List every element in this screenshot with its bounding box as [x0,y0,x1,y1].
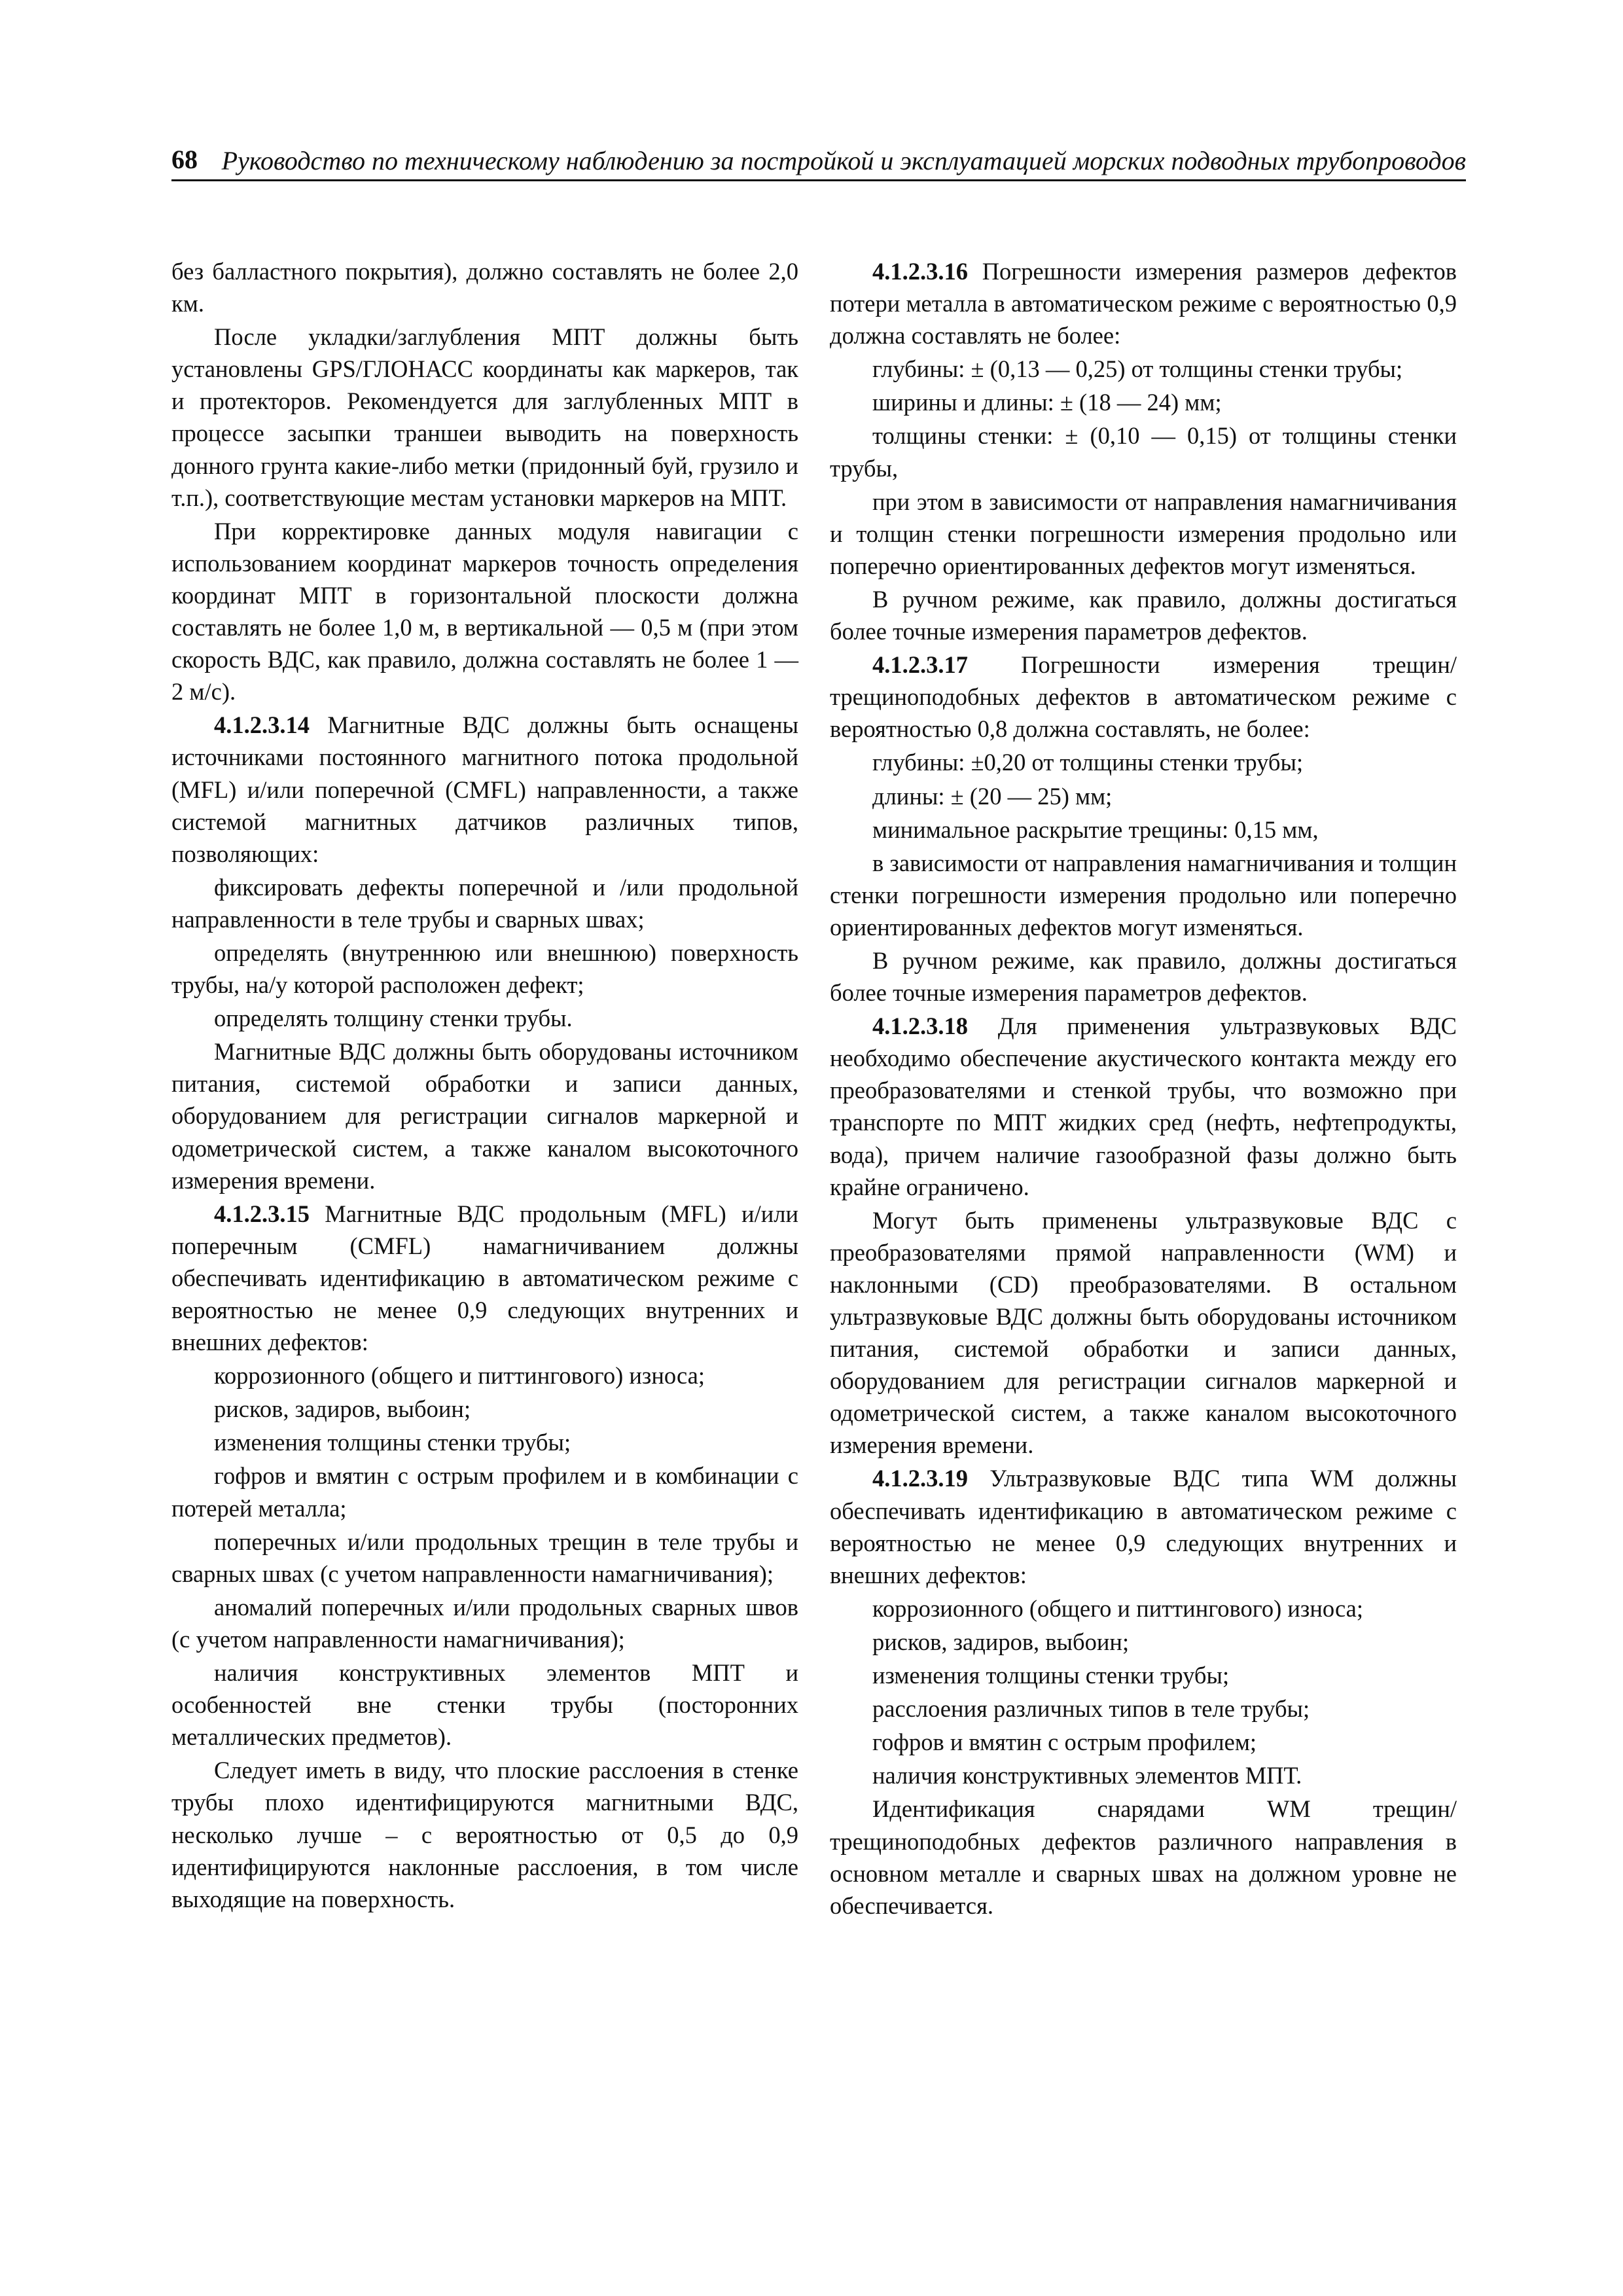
list-item: длины: ± (20 — 25) мм; [872,782,1113,810]
list-item: толщины стенки: ± (0,10 — 0,15) от толщины стенки трубы, [830,422,1457,482]
list-item: гофров и вмятин с острым профилем и в комбинации с потерей металла; [171,1462,798,1522]
section-number: 4.1.2.3.15 [214,1200,310,1227]
section-text: Погрешности измерения размеров дефектов потери металла в автоматическом режиме с вероятностью 0,9 должна составлять не более: [830,258,1457,350]
section-number: 4.1.2.3.14 [214,711,310,739]
section-number: 4.1.2.3.16 [872,258,968,285]
section-4-1-2-3-15 [171,1198,798,1358]
list-item: определять толщину стенки трубы. [214,1005,573,1032]
page-number: 68 [171,145,198,174]
section-number: 4.1.2.3.17 [872,651,968,679]
section-4-1-2-3-17 [830,649,1457,745]
list-item: поперечных и/или продольных трещин в теле трубы и сварных швах (с учетом направленности намагничивания); [171,1528,798,1587]
list-item: минимальное раскрытие трещины: 0,15 мм, [872,816,1319,843]
section-text: Магнитные ВДС продольным (MFL) и/или поперечным (CMFL) намагничиванием должны обеспечивать идентификацию в автоматическом режиме с вероятностью не менее 0,9 следующих внутренних и внешних дефектов: [171,1200,798,1356]
section-text: Для применения ультразвуковых ВДС необходимо обеспечение акустического контакта между его преобразователями и стенкой трубы, что возможно при транспорте по МПТ жидких сред (нефть, нефтепродукты, вода), причем наличие газообразной фазы должно быть крайне ограничено. [830,1013,1457,1200]
list-item: рисков, задиров, выбоин; [214,1395,471,1423]
list-item: коррозионного (общего и питтингового) износа; [214,1362,705,1390]
list-item: рисков, задиров, выбоин; [872,1628,1130,1655]
section-4-1-2-3-14 [171,709,798,869]
list-item: изменения толщины стенки трубы; [872,1662,1230,1689]
running-title: Руководство по техническому наблюдению за постройкой и эксплуатацией морских подводных трубопроводов [221,146,1466,175]
paragraph: без балластного покрытия), должно составлять не более 2,0 км. [171,258,798,317]
list-item: глубины: ± (0,13 — 0,25) от толщины стенки трубы; [872,355,1403,383]
list-item: аномалий поперечных и/или продольных сварных швов (с учетом направленности намагничивания); [171,1593,798,1653]
paragraph: Идентификация снарядами WM трещин/трещиноподобных дефектов различного направления в основном металле и сварных швах на должном уровне не обеспечивается. [830,1795,1457,1919]
list-item: коррозионного (общего и питтингового) износа; [872,1594,1364,1622]
section-4-1-2-3-16 [830,255,1457,351]
paragraph: Могут быть применены ультразвуковые ВДС с преобразователями прямой направленности (WM) и наклонными (CD) преобразователями. В остальном ультразвуковые ВДС должны быть оборудованы источником питания, системой обработки и записи данных, оборудованием для регистрации сигналов маркерной и одометрической систем, а также каналом высокоточного измерения времени. [830,1206,1457,1459]
paragraph: При корректировке данных модуля навигации с использованием координат маркеров точность определения координат МПТ в горизонтальной плоскости должна составлять не более 1,0 м, в вертикальной — 0,5 м (при этом скорость ВДС, как правило, должна составлять не более 1 — 2 м/с). [171,517,798,706]
list-item: гофров и вмятин с острым профилем; [872,1729,1257,1756]
list-item: изменения толщины стенки трубы; [214,1429,571,1456]
section-text: Магнитные ВДС должны быть оснащены источниками постоянного магнитного потока продольной (MFL) и/или поперечной (CMFL) направленности, а также системой магнитных датчиков различных типов, позволяющих: [171,711,798,867]
paragraph: В ручном режиме, как правило, должны достигаться более точные измерения параметров дефектов. [830,585,1457,645]
paragraph: Следует иметь в виду, что плоские расслоения в стенке трубы плохо идентифицируются магнитными ВДС, несколько лучше – с вероятностью от 0,5 до 0,9 идентифицируются наклонные расслоения, в том числе выходящие на поверхность. [171,1757,798,1912]
paragraph: при этом в зависимости от направления намагничивания и толщин стенки погрешности измерения продольно или поперечно ориентированных дефектов могут изменяться. [830,488,1457,579]
section-number: 4.1.2.3.19 [872,1465,968,1492]
list-item: фиксировать дефекты поперечной и /или продольной направленности в теле трубы и сварных швах; [171,873,798,933]
section-text: Ультразвуковые ВДС типа WM должны обеспечивать идентификацию в автоматическом режиме с вероятностью не менее 0,9 следующих внутренних и внешних дефектов: [830,1465,1457,1588]
list-item: расслоения различных типов в теле трубы; [872,1695,1310,1723]
section-number: 4.1.2.3.18 [872,1013,968,1040]
list-item: глубины: ±0,20 от толщины стенки трубы; [872,749,1304,776]
paragraph: в зависимости от направления намагничивания и толщин стенки погрешности измерения продольно или поперечно ориентированных дефектов могут изменяться. [830,849,1457,941]
list-item: ширины и длины: ± (18 — 24) мм; [872,389,1222,416]
section-text: Погрешности измерения трещин/трещиноподобных дефектов в автоматическом режиме с вероятностью 0,8 должна составлять, не более: [830,651,1457,743]
right-column [830,255,1457,1923]
list-item: наличия конструктивных элементов МПТ. [872,1762,1302,1789]
list-item: наличия конструктивных элементов МПТ и особенностей вне стенки трубы (посторонних металлических предметов). [171,1659,798,1751]
paragraph: Магнитные ВДС должны быть оборудованы источником питания, системой обработки и записи данных, оборудованием для регистрации сигналов маркерной и одометрической систем, а также каналом высокоточного измерения времени. [171,1038,798,1194]
list-item: определять (внутреннюю или внешнюю) поверхность трубы, на/у которой расположен дефект; [171,939,798,999]
paragraph: В ручном режиме, как правило, должны достигаться более точные измерения параметров дефектов. [830,946,1457,1007]
section-4-1-2-3-18 [830,1010,1457,1203]
left-column [171,255,798,1916]
section-4-1-2-3-19 [830,1462,1457,1590]
running-header [171,145,1466,181]
paragraph: После укладки/заглубления МПТ должны быть установлены GPS/ГЛОНАСС координаты как маркеров, так и протекторов. Рекомендуется для заглубленных МПТ в процессе засыпки траншеи выводить на поверхность донного грунта какие-либо метки (придонный буй, грузило и т.п.), соответствующие местам установки маркеров на МПТ. [171,323,798,511]
